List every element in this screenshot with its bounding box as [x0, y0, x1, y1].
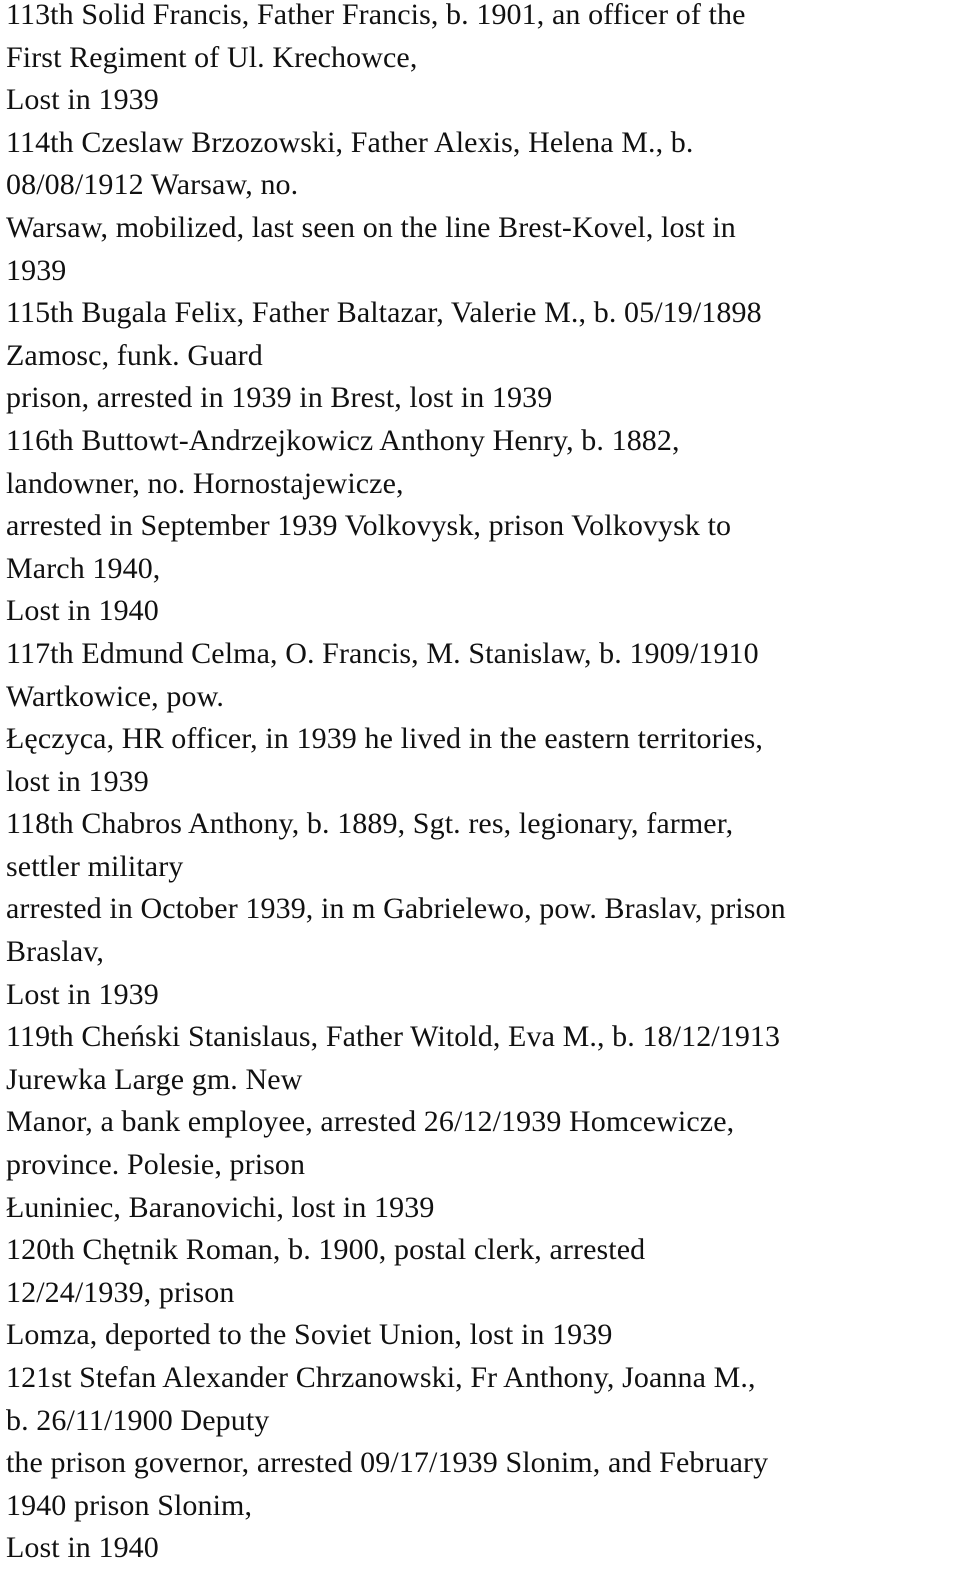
text-line: landowner, no. Hornostajewicze, — [6, 466, 404, 500]
text-line: settler military — [6, 849, 184, 883]
text-line: 120th Chętnik Roman, b. 1900, postal clerk, arrested — [6, 1233, 646, 1267]
text-line: province. Polesie, prison — [6, 1148, 306, 1182]
text-line: 1939 — [6, 253, 67, 287]
text-line: Zamosc, funk. Guard — [6, 338, 263, 372]
text-line: lost in 1939 — [6, 764, 149, 798]
text-line: the prison governor, arrested 09/17/1939 Slonim, and February — [6, 1446, 769, 1480]
text-line: 114th Czeslaw Brzozowski, Father Alexis, Helena M., b. — [6, 125, 694, 159]
text-line: arrested in September 1939 Volkovysk, prison Volkovysk to — [6, 509, 732, 543]
text-line: Łęczyca, HR officer, in 1939 he lived in the eastern territories, — [6, 722, 763, 756]
text-line: Braslav, — [6, 935, 104, 969]
text-line: 119th Cheński Stanislaus, Father Witold, Eva M., b. 18/12/1913 — [6, 1020, 781, 1054]
text-line: Łuniniec, Baranovichi, lost in 1939 — [6, 1190, 435, 1224]
text-line: 116th Buttowt-Andrzejkowicz Anthony Henry, b. 1882, — [6, 423, 680, 457]
text-line: 121st Stefan Alexander Chrzanowski, Fr Anthony, Joanna M., — [6, 1361, 756, 1394]
text-line: Manor, a bank employee, arrested 26/12/1939 Homcewicze, — [6, 1105, 735, 1139]
text-line: 12/24/1939, prison — [6, 1275, 235, 1309]
text-line: Warsaw, mobilized, last seen on the line Brest-Kovel, lost in — [6, 210, 736, 244]
text-line: 118th Chabros Anthony, b. 1889, Sgt. res, legionary, farmer, — [6, 807, 734, 841]
text-line: 08/08/1912 Warsaw, no. — [6, 168, 299, 202]
text-line: Jurewka Large gm. New — [6, 1062, 303, 1096]
text-line: 115th Bugala Felix, Father Baltazar, Valerie M., b. 05/19/1898 — [6, 296, 762, 330]
text-line: Lost in 1940 — [6, 1531, 159, 1565]
text-line: prison, arrested in 1939 in Brest, lost in 1939 — [6, 381, 553, 415]
text-line: 1940 prison Slonim, — [6, 1488, 253, 1522]
text-line: March 1940, — [6, 551, 161, 585]
text-line: Lost in 1939 — [6, 83, 159, 117]
text-line: First Regiment of Ul. Krechowce, — [6, 40, 418, 74]
text-line: Wartkowice, pow. — [6, 679, 225, 713]
text-line: arrested in October 1939, in m Gabrielewo, pow. Braslav, prison — [6, 892, 786, 926]
text-line: 113th Solid Francis, Father Francis, b. 1901, an officer of the — [6, 0, 746, 31]
text-line: Lost in 1939 — [6, 977, 159, 1011]
document-body — [6, 0, 956, 1570]
text-line: Lost in 1940 — [6, 594, 159, 628]
text-line: Lomza, deported to the Soviet Union, lost in 1939 — [6, 1318, 613, 1352]
text-line: 117th Edmund Celma, O. Francis, M. Stanislaw, b. 1909/1910 — [6, 636, 759, 670]
text-line: b. 26/11/1900 Deputy — [6, 1403, 270, 1437]
